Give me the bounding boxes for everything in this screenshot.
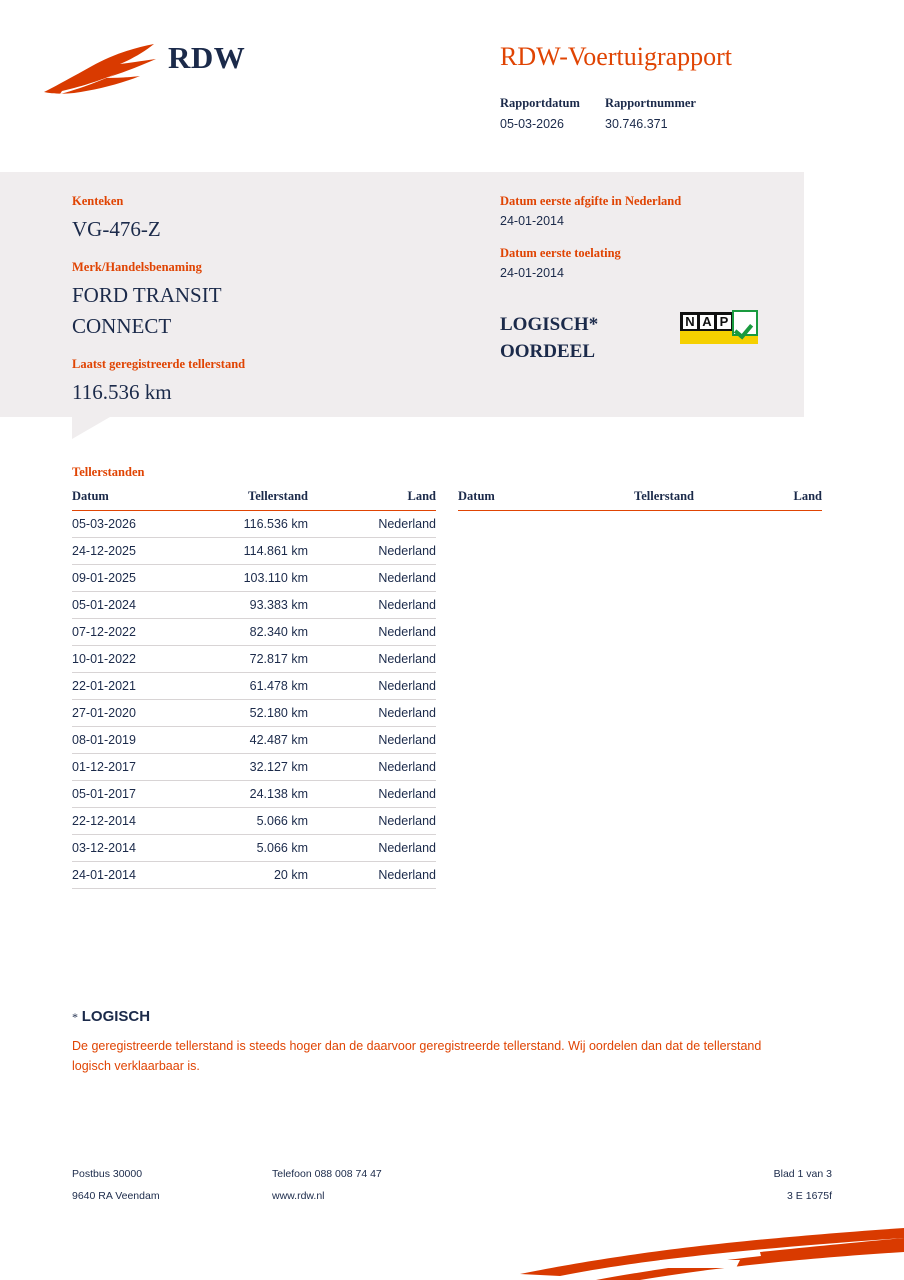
table-row	[72, 862, 436, 889]
document-footer	[72, 1168, 832, 1212]
verdict-line-1: LOGISCH*	[500, 314, 599, 335]
table-row	[72, 619, 436, 646]
brand-name: RDW	[168, 40, 246, 75]
cell-land: Nederland	[332, 646, 436, 673]
table-row	[72, 727, 436, 754]
cell-tellerstand: 72.817 km	[192, 646, 332, 673]
last-odometer-value: 116.536 km	[72, 380, 172, 405]
column-header-datum: Datum	[72, 489, 192, 511]
cell-land: Nederland	[332, 727, 436, 754]
last-odometer-label: Laatst geregistreerde tellerstand	[72, 357, 246, 372]
cell-land: Nederland	[332, 565, 436, 592]
cell-tellerstand: 42.487 km	[192, 727, 332, 754]
odometer-table-primary	[72, 489, 436, 889]
cell-land: Nederland	[332, 592, 436, 619]
cell-datum: 27-01-2020	[72, 700, 192, 727]
licence-label: Kenteken	[72, 194, 124, 208]
table-row	[72, 646, 436, 673]
report-date-label: Rapportdatum	[500, 96, 580, 110]
table-row	[72, 673, 436, 700]
verdict-explanation	[72, 1008, 772, 1077]
table-row	[72, 835, 436, 862]
report-number-label: Rapportnummer	[605, 96, 696, 110]
column-header-tellerstand: Tellerstand	[192, 489, 332, 511]
footer-row-2	[72, 1190, 832, 1202]
cell-datum: 22-01-2021	[72, 673, 192, 700]
make-value: FORD TRANSIT CONNECT	[72, 283, 222, 338]
cell-datum: 03-12-2014	[72, 835, 192, 862]
cell-tellerstand: 5.066 km	[192, 808, 332, 835]
table-row	[72, 592, 436, 619]
brand-logo	[40, 30, 300, 100]
licence-value: VG-476-Z	[72, 217, 161, 241]
table-row	[72, 781, 436, 808]
report-meta	[500, 96, 710, 131]
cell-tellerstand: 20 km	[192, 862, 332, 889]
check-icon	[732, 310, 758, 336]
cell-datum: 24-01-2014	[72, 862, 192, 889]
cell-tellerstand: 103.110 km	[192, 565, 332, 592]
make-label: Merk/Handelsbenaming	[72, 260, 202, 275]
cell-land: Nederland	[332, 835, 436, 862]
page-title: RDW-Voertuigrapport	[500, 42, 733, 71]
vehicle-identity-column	[72, 194, 452, 424]
footer-website: www.rdw.nl	[272, 1190, 325, 1202]
odometer-section-title: Tellerstanden	[72, 465, 145, 479]
report-date-block	[500, 96, 605, 131]
cell-datum: 08-01-2019	[72, 727, 192, 754]
cell-tellerstand: 24.138 km	[192, 781, 332, 808]
odometer-table-secondary-empty	[458, 489, 822, 889]
column-header-land: Land	[332, 489, 436, 511]
cell-tellerstand: 116.536 km	[192, 511, 332, 538]
first-admission-value: 24-01-2014	[500, 266, 564, 280]
nap-logo-icon	[680, 312, 758, 344]
table-row	[72, 511, 436, 538]
report-number-value: 30.746.371	[605, 117, 668, 131]
first-issue-nl-label: Datum eerste afgifte in Nederland	[500, 194, 682, 208]
note-star: *	[72, 1010, 78, 1024]
footer-phone: Telefoon 088 008 74 47	[272, 1168, 382, 1180]
footer-row-1	[72, 1168, 832, 1180]
cell-land: Nederland	[332, 754, 436, 781]
note-title-text: LOGISCH	[81, 1008, 151, 1025]
report-date-value: 05-03-2026	[500, 117, 564, 131]
vehicle-summary-panel	[0, 172, 804, 417]
note-title	[72, 1008, 772, 1026]
table-row	[72, 565, 436, 592]
footer-page-number: Blad 1 van 3	[773, 1168, 832, 1180]
first-issue-nl-value: 24-01-2014	[500, 214, 564, 228]
cell-land: Nederland	[332, 619, 436, 646]
cell-tellerstand: 52.180 km	[192, 700, 332, 727]
cell-tellerstand: 61.478 km	[192, 673, 332, 700]
table-row	[72, 754, 436, 781]
cell-datum: 01-12-2017	[72, 754, 192, 781]
cell-datum: 05-01-2024	[72, 592, 192, 619]
nap-letters: N A P	[680, 312, 758, 331]
cell-datum: 05-03-2026	[72, 511, 192, 538]
cell-tellerstand: 82.340 km	[192, 619, 332, 646]
cell-tellerstand: 5.066 km	[192, 835, 332, 862]
verdict-text	[500, 312, 670, 365]
footer-city: 9640 RA Veendam	[72, 1190, 160, 1202]
cell-datum: 22-12-2014	[72, 808, 192, 835]
table-row	[72, 700, 436, 727]
rdw-feather-logo-icon	[40, 42, 158, 98]
cell-datum: 09-01-2025	[72, 565, 192, 592]
document-header	[0, 0, 904, 172]
cell-land: Nederland	[332, 808, 436, 835]
cell-land: Nederland	[332, 700, 436, 727]
table-row	[72, 538, 436, 565]
odometer-section	[72, 465, 832, 889]
vehicle-dates-column	[500, 194, 800, 298]
cell-tellerstand: 114.861 km	[192, 538, 332, 565]
odometer-tables	[72, 489, 832, 889]
cell-land: Nederland	[332, 781, 436, 808]
table-row	[72, 808, 436, 835]
footer-po-box: Postbus 30000	[72, 1168, 143, 1180]
column-header-tellerstand-2: Tellerstand	[578, 489, 718, 511]
cell-datum: 10-01-2022	[72, 646, 192, 673]
cell-land: Nederland	[332, 538, 436, 565]
column-header-land-2: Land	[718, 489, 822, 511]
report-number-block	[605, 96, 710, 131]
cell-tellerstand: 93.383 km	[192, 592, 332, 619]
cell-datum: 05-01-2017	[72, 781, 192, 808]
cell-land: Nederland	[332, 511, 436, 538]
cell-datum: 24-12-2025	[72, 538, 192, 565]
verdict-line-2: OORDEEL	[500, 340, 596, 362]
first-admission-label: Datum eerste toelating	[500, 246, 621, 260]
cell-tellerstand: 32.127 km	[192, 754, 332, 781]
bottom-decoration-graphic	[0, 1228, 904, 1280]
cell-land: Nederland	[332, 673, 436, 700]
cell-land: Nederland	[332, 862, 436, 889]
footer-form-code: 3 E 1675f	[787, 1190, 832, 1202]
note-body: De geregistreerde tellerstand is steeds hoger dan de daarvoor geregistreerde tellerstand. Wij oordelen dan dat de tellerstand logisch verklaarbaar is.	[72, 1039, 762, 1074]
column-header-datum-2: Datum	[458, 489, 578, 511]
cell-datum: 07-12-2022	[72, 619, 192, 646]
